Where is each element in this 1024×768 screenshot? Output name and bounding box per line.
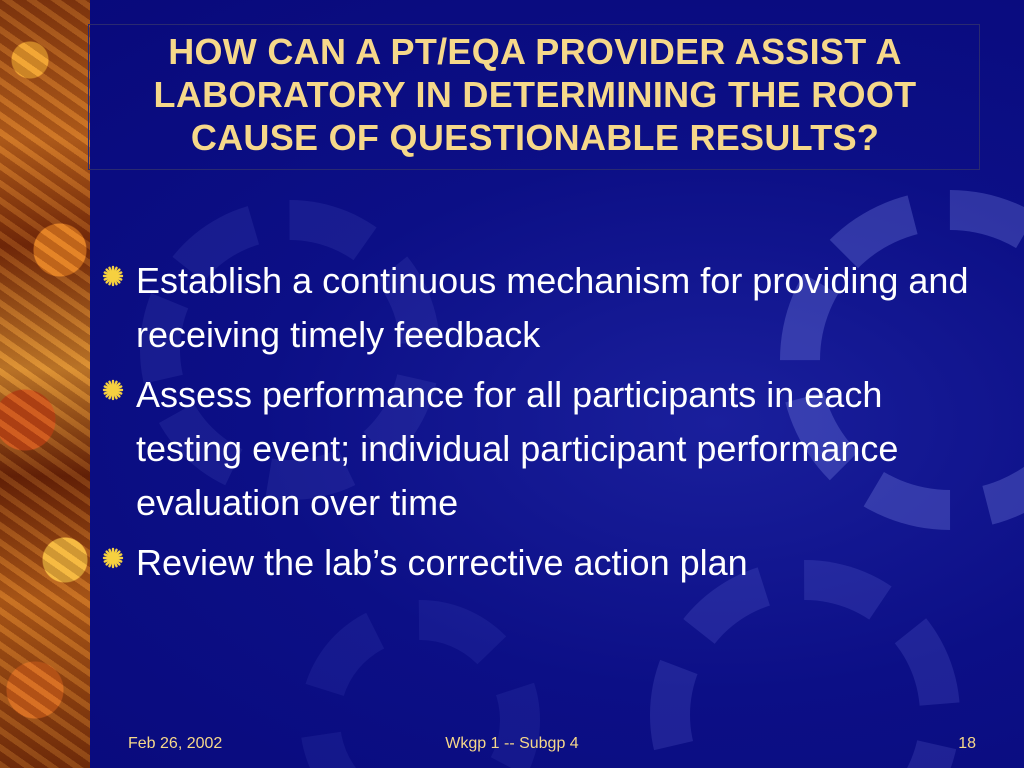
footer-center-text: Wkgp 1 -- Subgp 4: [445, 735, 579, 752]
bullet-text: Review the lab’s corrective action plan: [136, 542, 748, 583]
starburst-icon: [102, 379, 124, 401]
decorative-gear-strip: [0, 0, 90, 768]
footer-date: Feb 26, 2002: [128, 735, 223, 752]
starburst-icon: [102, 547, 124, 569]
bullet-item: [100, 254, 980, 362]
bullet-list: [100, 254, 980, 596]
bullet-item: [100, 368, 980, 530]
starburst-icon: [102, 265, 124, 287]
bullet-text: Assess performance for all participants in each testing event; individual participant performance evaluation over time: [136, 374, 899, 523]
bullet-text: Establish a continuous mechanism for providing and receiving timely feedback: [136, 260, 969, 355]
slide-title: HOW CAN A PT/EQA PROVIDER ASSIST A LABORATORY IN DETERMINING THE ROOT CAUSE OF QUESTIONABLE RESULTS?: [153, 31, 917, 158]
bullet-item: [100, 536, 980, 590]
page-number: 18: [958, 735, 976, 752]
